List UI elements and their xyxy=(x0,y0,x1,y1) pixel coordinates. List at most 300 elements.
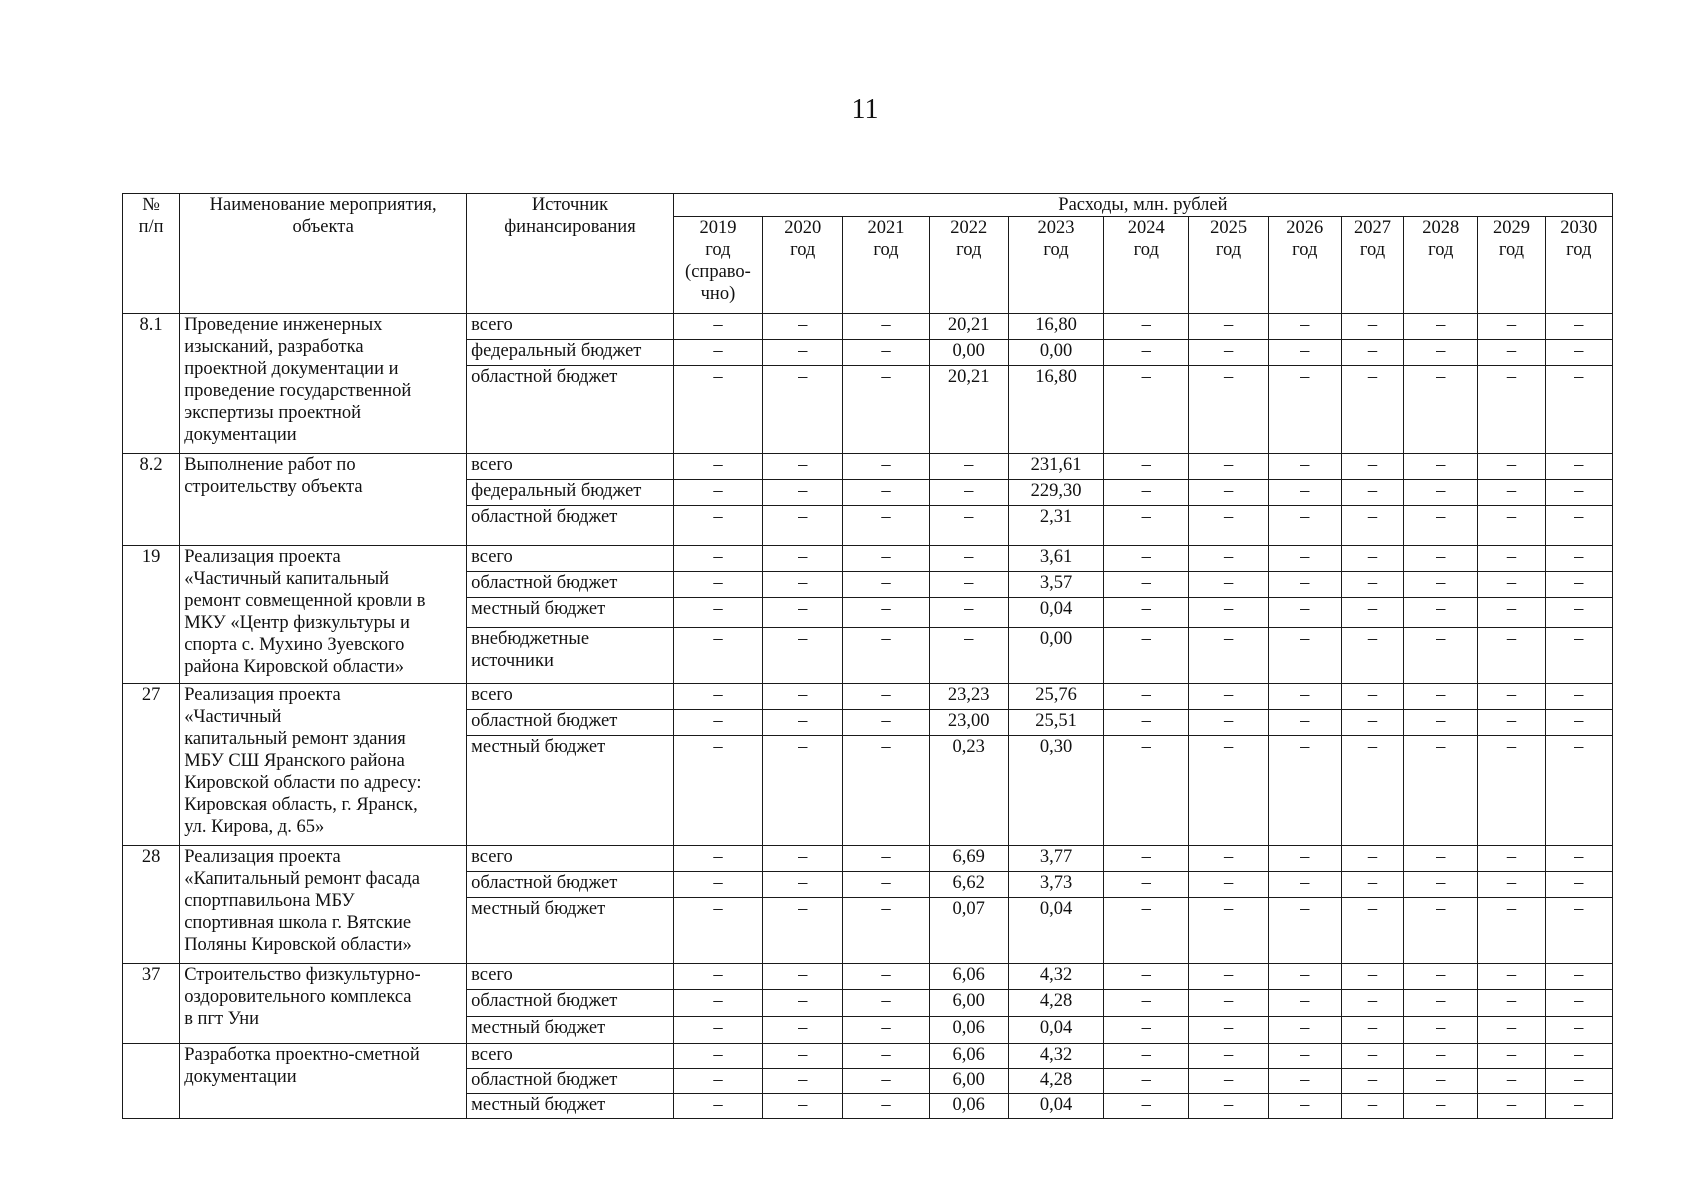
expense-value-2021: – xyxy=(843,572,929,598)
funding-source: федеральный бюджет xyxy=(467,340,674,366)
expense-value-2022: – xyxy=(929,572,1008,598)
expenses-table xyxy=(122,193,1613,1119)
expense-value-2023: 3,57 xyxy=(1008,572,1103,598)
expense-value-2020: – xyxy=(763,598,843,628)
expense-value-2020: – xyxy=(763,684,843,710)
page-number: 11 xyxy=(851,94,879,125)
expense-value-2027: – xyxy=(1341,1094,1403,1119)
item-name: Проведение инженерных изысканий, разработка проектной документации и проведение государственной экспертизы проектной документации xyxy=(180,314,467,454)
expense-value-2019: – xyxy=(673,572,762,598)
expense-value-2019: – xyxy=(673,546,762,572)
expense-value-2028: – xyxy=(1404,990,1478,1017)
expense-value-2025: – xyxy=(1189,846,1268,872)
expense-value-2020: – xyxy=(763,628,843,684)
expense-value-2022: 0,07 xyxy=(929,898,1008,964)
expense-value-2019: – xyxy=(673,1094,762,1119)
header-year-2022: 2022 год xyxy=(929,217,1008,314)
header-year-2027: 2027 год xyxy=(1341,217,1403,314)
expense-value-2024: – xyxy=(1104,1017,1189,1044)
expense-value-2028: – xyxy=(1404,872,1478,898)
expense-value-2030: – xyxy=(1545,598,1612,628)
table-row xyxy=(123,846,1613,872)
expense-value-2024: – xyxy=(1104,990,1189,1017)
expense-value-2027: – xyxy=(1341,1044,1403,1069)
expense-value-2024: – xyxy=(1104,1044,1189,1069)
funding-source: всего xyxy=(467,314,674,340)
expense-value-2021: – xyxy=(843,1017,929,1044)
expense-value-2020: – xyxy=(763,1017,843,1044)
expense-value-2019: – xyxy=(673,684,762,710)
table-row xyxy=(123,964,1613,990)
expense-value-2026: – xyxy=(1268,990,1341,1017)
expense-value-2028: – xyxy=(1404,480,1478,506)
expense-value-2023: 2,31 xyxy=(1008,506,1103,546)
expense-value-2021: – xyxy=(843,454,929,480)
expense-value-2030: – xyxy=(1545,480,1612,506)
expense-value-2026: – xyxy=(1268,846,1341,872)
expense-value-2025: – xyxy=(1189,1069,1268,1094)
item-number: 8.2 xyxy=(123,454,180,546)
expense-value-2027: – xyxy=(1341,964,1403,990)
expense-value-2024: – xyxy=(1104,1094,1189,1119)
expense-value-2019: – xyxy=(673,598,762,628)
expense-value-2023: 16,80 xyxy=(1008,366,1103,454)
expense-value-2030: – xyxy=(1545,898,1612,964)
expense-value-2019: – xyxy=(673,628,762,684)
expense-value-2026: – xyxy=(1268,736,1341,846)
item-name: Реализация проекта «Частичный капитальный ремонт совмещенной кровли в МКУ «Центр физкультуры и спорта с. Мухино Зуевского района Кировской области» xyxy=(180,546,467,684)
expense-value-2023: 3,61 xyxy=(1008,546,1103,572)
expense-value-2020: – xyxy=(763,710,843,736)
expense-value-2029: – xyxy=(1478,846,1545,872)
expense-value-2021: – xyxy=(843,628,929,684)
item-name: Реализация проекта «Частичный капитальный ремонт здания МБУ СШ Яранского района Кировской области по адресу: Кировская область, г. Яранск, ул. Кирова, д. 65» xyxy=(180,684,467,846)
expense-value-2023: 4,28 xyxy=(1008,1069,1103,1094)
funding-source: всего xyxy=(467,454,674,480)
expense-value-2028: – xyxy=(1404,598,1478,628)
expense-value-2019: – xyxy=(673,898,762,964)
expense-value-2028: – xyxy=(1404,340,1478,366)
funding-source: всего xyxy=(467,1044,674,1069)
header-year-2020: 2020 год xyxy=(763,217,843,314)
expense-value-2029: – xyxy=(1478,628,1545,684)
expense-value-2023: 4,28 xyxy=(1008,990,1103,1017)
expense-value-2023: 3,73 xyxy=(1008,872,1103,898)
expense-value-2021: – xyxy=(843,898,929,964)
header-col-name: Наименование мероприятия, объекта xyxy=(180,194,467,314)
funding-source: местный бюджет xyxy=(467,898,674,964)
expense-value-2021: – xyxy=(843,990,929,1017)
expense-value-2030: – xyxy=(1545,846,1612,872)
expense-value-2025: – xyxy=(1189,628,1268,684)
expense-value-2020: – xyxy=(763,340,843,366)
expense-value-2027: – xyxy=(1341,454,1403,480)
expense-value-2021: – xyxy=(843,872,929,898)
expense-value-2019: – xyxy=(673,366,762,454)
expense-value-2019: – xyxy=(673,454,762,480)
expense-value-2019: – xyxy=(673,964,762,990)
expense-value-2026: – xyxy=(1268,1017,1341,1044)
expense-value-2030: – xyxy=(1545,1044,1612,1069)
header-year-2028: 2028 год xyxy=(1404,217,1478,314)
expense-value-2020: – xyxy=(763,546,843,572)
funding-source: областной бюджет xyxy=(467,990,674,1017)
expense-value-2029: – xyxy=(1478,598,1545,628)
expense-value-2030: – xyxy=(1545,506,1612,546)
expense-value-2025: – xyxy=(1189,1044,1268,1069)
header-year-2030: 2030 год xyxy=(1545,217,1612,314)
expense-value-2028: – xyxy=(1404,1044,1478,1069)
expense-value-2022: 23,23 xyxy=(929,684,1008,710)
expense-value-2025: – xyxy=(1189,710,1268,736)
item-name: Выполнение работ по строительству объекта xyxy=(180,454,467,546)
expense-value-2026: – xyxy=(1268,480,1341,506)
expense-value-2022: 6,06 xyxy=(929,1044,1008,1069)
expense-value-2029: – xyxy=(1478,898,1545,964)
header-year-2029: 2029 год xyxy=(1478,217,1545,314)
expense-value-2028: – xyxy=(1404,710,1478,736)
expense-value-2030: – xyxy=(1545,628,1612,684)
expense-value-2030: – xyxy=(1545,1017,1612,1044)
expense-value-2024: – xyxy=(1104,546,1189,572)
expense-value-2025: – xyxy=(1189,366,1268,454)
expense-value-2022: – xyxy=(929,546,1008,572)
table-row xyxy=(123,1044,1613,1069)
expense-value-2020: – xyxy=(763,898,843,964)
expense-value-2027: – xyxy=(1341,628,1403,684)
expense-value-2028: – xyxy=(1404,684,1478,710)
expense-value-2030: – xyxy=(1545,1094,1612,1119)
expense-value-2021: – xyxy=(843,314,929,340)
table-body xyxy=(123,314,1613,1119)
expense-value-2024: – xyxy=(1104,846,1189,872)
header-year-2026: 2026 год xyxy=(1268,217,1341,314)
funding-source: областной бюджет xyxy=(467,710,674,736)
item-number xyxy=(123,1044,180,1119)
expense-value-2023: 0,04 xyxy=(1008,598,1103,628)
expense-value-2029: – xyxy=(1478,736,1545,846)
expense-value-2023: 25,76 xyxy=(1008,684,1103,710)
expense-value-2019: – xyxy=(673,1044,762,1069)
item-number: 28 xyxy=(123,846,180,964)
expense-value-2026: – xyxy=(1268,314,1341,340)
expense-value-2030: – xyxy=(1545,990,1612,1017)
expense-value-2023: 4,32 xyxy=(1008,964,1103,990)
expense-value-2027: – xyxy=(1341,314,1403,340)
expense-value-2022: 20,21 xyxy=(929,366,1008,454)
expense-value-2022: – xyxy=(929,628,1008,684)
expense-value-2024: – xyxy=(1104,598,1189,628)
expense-value-2026: – xyxy=(1268,598,1341,628)
header-expenses-title: Расходы, млн. рублей xyxy=(673,194,1612,217)
expense-value-2024: – xyxy=(1104,898,1189,964)
expense-value-2023: 25,51 xyxy=(1008,710,1103,736)
expense-value-2025: – xyxy=(1189,340,1268,366)
item-number: 27 xyxy=(123,684,180,846)
expense-value-2027: – xyxy=(1341,572,1403,598)
expense-value-2030: – xyxy=(1545,736,1612,846)
expense-value-2025: – xyxy=(1189,506,1268,546)
expense-value-2025: – xyxy=(1189,1094,1268,1119)
expense-value-2023: 0,04 xyxy=(1008,1094,1103,1119)
expense-value-2023: 3,77 xyxy=(1008,846,1103,872)
funding-source: местный бюджет xyxy=(467,598,674,628)
expense-value-2025: – xyxy=(1189,684,1268,710)
expense-value-2024: – xyxy=(1104,710,1189,736)
header-year-2019: 2019 год (справо- чно) xyxy=(673,217,762,314)
expense-value-2029: – xyxy=(1478,964,1545,990)
expense-value-2025: – xyxy=(1189,480,1268,506)
header-col-number: № п/п xyxy=(123,194,180,314)
table-row xyxy=(123,454,1613,480)
expense-value-2019: – xyxy=(673,872,762,898)
expense-value-2029: – xyxy=(1478,340,1545,366)
funding-source: областной бюджет xyxy=(467,1069,674,1094)
expense-value-2030: – xyxy=(1545,684,1612,710)
expense-value-2024: – xyxy=(1104,736,1189,846)
expense-value-2029: – xyxy=(1478,480,1545,506)
expense-value-2026: – xyxy=(1268,872,1341,898)
expense-value-2025: – xyxy=(1189,598,1268,628)
expense-value-2026: – xyxy=(1268,710,1341,736)
expense-value-2021: – xyxy=(843,736,929,846)
expense-value-2022: 6,00 xyxy=(929,1069,1008,1094)
expense-value-2021: – xyxy=(843,684,929,710)
expense-value-2023: 0,30 xyxy=(1008,736,1103,846)
expense-value-2028: – xyxy=(1404,454,1478,480)
expense-value-2027: – xyxy=(1341,846,1403,872)
expense-value-2022: – xyxy=(929,506,1008,546)
expense-value-2028: – xyxy=(1404,846,1478,872)
expense-value-2027: – xyxy=(1341,990,1403,1017)
expense-value-2027: – xyxy=(1341,506,1403,546)
expense-value-2026: – xyxy=(1268,340,1341,366)
expense-value-2030: – xyxy=(1545,454,1612,480)
expense-value-2023: 0,00 xyxy=(1008,628,1103,684)
expense-value-2026: – xyxy=(1268,546,1341,572)
expense-value-2022: 6,06 xyxy=(929,964,1008,990)
expense-value-2026: – xyxy=(1268,628,1341,684)
expense-value-2028: – xyxy=(1404,366,1478,454)
expense-value-2022: – xyxy=(929,454,1008,480)
expense-value-2019: – xyxy=(673,1069,762,1094)
expense-value-2020: – xyxy=(763,480,843,506)
expense-value-2029: – xyxy=(1478,366,1545,454)
expense-value-2025: – xyxy=(1189,572,1268,598)
expense-value-2022: 0,00 xyxy=(929,340,1008,366)
expense-value-2026: – xyxy=(1268,506,1341,546)
table-row xyxy=(123,546,1613,572)
expense-value-2026: – xyxy=(1268,1044,1341,1069)
expense-value-2026: – xyxy=(1268,454,1341,480)
expense-value-2021: – xyxy=(843,1094,929,1119)
item-name: Разработка проектно-сметной документации xyxy=(180,1044,467,1119)
expense-value-2028: – xyxy=(1404,572,1478,598)
expense-value-2024: – xyxy=(1104,454,1189,480)
expense-value-2027: – xyxy=(1341,736,1403,846)
expense-value-2030: – xyxy=(1545,872,1612,898)
expense-value-2027: – xyxy=(1341,546,1403,572)
expense-value-2026: – xyxy=(1268,964,1341,990)
expense-value-2019: – xyxy=(673,710,762,736)
item-number: 19 xyxy=(123,546,180,684)
expense-value-2027: – xyxy=(1341,898,1403,964)
expense-value-2024: – xyxy=(1104,684,1189,710)
funding-source: всего xyxy=(467,846,674,872)
table-row xyxy=(123,684,1613,710)
expense-value-2020: – xyxy=(763,964,843,990)
expense-value-2023: 16,80 xyxy=(1008,314,1103,340)
expense-value-2024: – xyxy=(1104,572,1189,598)
expense-value-2022: 0,23 xyxy=(929,736,1008,846)
expense-value-2029: – xyxy=(1478,314,1545,340)
expense-value-2028: – xyxy=(1404,964,1478,990)
expense-value-2022: 6,00 xyxy=(929,990,1008,1017)
expense-value-2019: – xyxy=(673,736,762,846)
expense-value-2029: – xyxy=(1478,572,1545,598)
expense-value-2027: – xyxy=(1341,710,1403,736)
expense-value-2024: – xyxy=(1104,480,1189,506)
funding-source: всего xyxy=(467,684,674,710)
expense-value-2030: – xyxy=(1545,710,1612,736)
expense-value-2019: – xyxy=(673,480,762,506)
expense-value-2025: – xyxy=(1189,872,1268,898)
expense-value-2030: – xyxy=(1545,340,1612,366)
item-number: 37 xyxy=(123,964,180,1044)
expense-value-2024: – xyxy=(1104,1069,1189,1094)
expense-value-2026: – xyxy=(1268,1094,1341,1119)
expense-value-2021: – xyxy=(843,846,929,872)
expense-value-2027: – xyxy=(1341,1069,1403,1094)
expense-value-2020: – xyxy=(763,454,843,480)
expense-value-2029: – xyxy=(1478,684,1545,710)
expense-value-2023: 0,04 xyxy=(1008,1017,1103,1044)
expense-value-2022: 0,06 xyxy=(929,1094,1008,1119)
expense-value-2029: – xyxy=(1478,1017,1545,1044)
expense-value-2028: – xyxy=(1404,898,1478,964)
expense-value-2020: – xyxy=(763,1044,843,1069)
expense-value-2028: – xyxy=(1404,1017,1478,1044)
expense-value-2029: – xyxy=(1478,710,1545,736)
expense-value-2029: – xyxy=(1478,1044,1545,1069)
expense-value-2021: – xyxy=(843,1044,929,1069)
expense-value-2022: – xyxy=(929,480,1008,506)
expense-value-2030: – xyxy=(1545,964,1612,990)
expense-value-2024: – xyxy=(1104,366,1189,454)
expense-value-2029: – xyxy=(1478,1069,1545,1094)
expense-value-2019: – xyxy=(673,990,762,1017)
expense-value-2030: – xyxy=(1545,366,1612,454)
funding-source: всего xyxy=(467,546,674,572)
expense-value-2026: – xyxy=(1268,366,1341,454)
expense-value-2027: – xyxy=(1341,366,1403,454)
expense-value-2026: – xyxy=(1268,898,1341,964)
header-year-2025: 2025 год xyxy=(1189,217,1268,314)
expense-value-2026: – xyxy=(1268,684,1341,710)
table-row xyxy=(123,314,1613,340)
expense-value-2028: – xyxy=(1404,314,1478,340)
expense-value-2028: – xyxy=(1404,506,1478,546)
expense-value-2020: – xyxy=(763,990,843,1017)
funding-source: областной бюджет xyxy=(467,572,674,598)
expense-value-2021: – xyxy=(843,480,929,506)
expense-value-2021: – xyxy=(843,964,929,990)
funding-source: федеральный бюджет xyxy=(467,480,674,506)
expense-value-2029: – xyxy=(1478,546,1545,572)
expense-value-2023: 231,61 xyxy=(1008,454,1103,480)
header-year-2023: 2023 год xyxy=(1008,217,1103,314)
expense-value-2030: – xyxy=(1545,314,1612,340)
expense-value-2028: – xyxy=(1404,628,1478,684)
expense-value-2024: – xyxy=(1104,506,1189,546)
expense-value-2023: 0,04 xyxy=(1008,898,1103,964)
expense-value-2029: – xyxy=(1478,506,1545,546)
expense-value-2024: – xyxy=(1104,340,1189,366)
item-name: Реализация проекта «Капитальный ремонт фасада спортпавильона МБУ спортивная школа г. Вятские Поляны Кировской области» xyxy=(180,846,467,964)
expense-value-2030: – xyxy=(1545,1069,1612,1094)
funding-source: местный бюджет xyxy=(467,736,674,846)
header-year-2024: 2024 год xyxy=(1104,217,1189,314)
funding-source: местный бюджет xyxy=(467,1094,674,1119)
expense-value-2026: – xyxy=(1268,572,1341,598)
expense-value-2025: – xyxy=(1189,1017,1268,1044)
expense-value-2027: – xyxy=(1341,1017,1403,1044)
expense-value-2020: – xyxy=(763,846,843,872)
expense-value-2019: – xyxy=(673,340,762,366)
expense-value-2025: – xyxy=(1189,314,1268,340)
expense-value-2022: 0,06 xyxy=(929,1017,1008,1044)
expense-value-2025: – xyxy=(1189,990,1268,1017)
expense-value-2029: – xyxy=(1478,990,1545,1017)
funding-source: областной бюджет xyxy=(467,506,674,546)
expense-value-2027: – xyxy=(1341,480,1403,506)
expense-value-2021: – xyxy=(843,340,929,366)
expense-value-2028: – xyxy=(1404,546,1478,572)
expense-value-2020: – xyxy=(763,872,843,898)
expense-value-2019: – xyxy=(673,314,762,340)
item-name: Строительство физкультурно- оздоровительного комплекса в пгт Уни xyxy=(180,964,467,1044)
expense-value-2029: – xyxy=(1478,872,1545,898)
expense-value-2027: – xyxy=(1341,340,1403,366)
expense-value-2024: – xyxy=(1104,964,1189,990)
expense-value-2022: 20,21 xyxy=(929,314,1008,340)
expense-value-2021: – xyxy=(843,506,929,546)
expense-value-2030: – xyxy=(1545,546,1612,572)
expense-value-2022: – xyxy=(929,598,1008,628)
expense-value-2022: 6,69 xyxy=(929,846,1008,872)
expense-value-2027: – xyxy=(1341,598,1403,628)
expense-value-2021: – xyxy=(843,598,929,628)
expense-value-2025: – xyxy=(1189,454,1268,480)
expense-value-2023: 229,30 xyxy=(1008,480,1103,506)
expense-value-2021: – xyxy=(843,1069,929,1094)
expense-value-2025: – xyxy=(1189,964,1268,990)
expense-value-2020: – xyxy=(763,506,843,546)
header-col-source: Источник финансирования xyxy=(467,194,674,314)
expense-value-2021: – xyxy=(843,710,929,736)
expense-value-2028: – xyxy=(1404,1069,1478,1094)
expense-value-2020: – xyxy=(763,314,843,340)
expense-value-2020: – xyxy=(763,1069,843,1094)
expense-value-2019: – xyxy=(673,1017,762,1044)
expense-value-2020: – xyxy=(763,572,843,598)
expense-value-2024: – xyxy=(1104,314,1189,340)
expense-value-2028: – xyxy=(1404,1094,1478,1119)
expense-value-2021: – xyxy=(843,366,929,454)
expense-value-2020: – xyxy=(763,1094,843,1119)
expense-value-2029: – xyxy=(1478,1094,1545,1119)
expense-value-2022: 23,00 xyxy=(929,710,1008,736)
